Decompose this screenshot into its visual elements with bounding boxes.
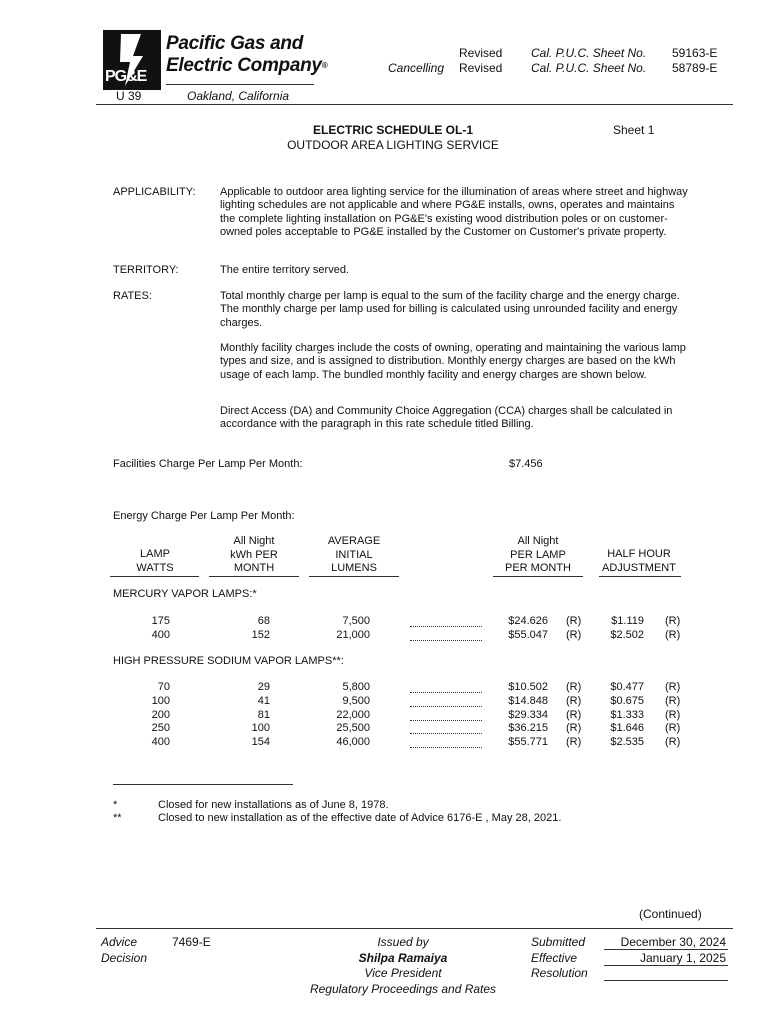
facilities-charge-value: $7.456	[509, 458, 543, 470]
decision-label: Decision	[101, 951, 148, 965]
cell-adj: $2.535	[610, 736, 644, 749]
energy-charge-label: Energy Charge Per Lamp Per Month:	[113, 510, 295, 522]
issuer-name: Shilpa Ramaiya	[358, 951, 448, 965]
mercury-label: MERCURY VAPOR LAMPS:*	[113, 588, 257, 600]
cell-a-flag: (R)	[665, 736, 681, 749]
header-lumens-1: AVERAGE	[327, 535, 381, 547]
cell-watts: 100	[151, 694, 170, 707]
logo-rule	[166, 84, 314, 85]
cell-c-flag: (R)	[566, 708, 582, 721]
hps-label: HIGH PRESSURE SODIUM VAPOR LAMPS**:	[113, 655, 344, 667]
cell-charge: $55.771	[508, 736, 548, 749]
cell-a-flag: (R)	[665, 615, 681, 627]
underline-kwh	[209, 576, 299, 577]
applicability-text: Applicable to outdoor area lighting service for the illumination of areas where street and highway lighting schedules are not applicable and where PG&E installs, owns, operates and maintains the complete lighting installation on PG&E's existing wood distribution poles or on customer-owned poles acceptable to PG&E installed by the Customer on Customer's private property.	[220, 186, 688, 239]
advice-value: 7469-E	[172, 935, 211, 949]
underline-half-hour	[599, 576, 681, 577]
header-per-lamp	[490, 535, 586, 576]
cell-lumens: 21,000	[336, 628, 370, 641]
utility-code: U 39	[116, 89, 142, 103]
cell-lumens: 7,500	[342, 615, 370, 627]
cell-watts: 175	[151, 615, 170, 627]
logo-mark: PG&E	[105, 68, 147, 85]
cell-lumens: 22,000	[336, 708, 370, 721]
dot-leader	[410, 720, 482, 721]
cell-charge: $24.626	[508, 615, 548, 627]
effective-underline	[604, 965, 728, 966]
header-lamp: LAMP	[140, 548, 170, 560]
company-line-2: Electric Company	[166, 55, 322, 76]
header-kwh	[208, 535, 300, 576]
rates-paragraph-2: Monthly facility charges include the costs of owning, operating and maintaining the various lamp types and size, and is assigned to distribution. Monthly energy charges are based on the kWh usage of each lamp. The bundled monthly facility and energy charges are shown below.	[220, 342, 686, 381]
cell-c-flag: (R)	[566, 722, 582, 735]
footer-rule	[96, 928, 733, 929]
cell-adj: $1.333	[610, 708, 644, 721]
facilities-charge-label: Facilities Charge Per Lamp Per Month:	[113, 458, 303, 470]
cancelling-label: Cancelling	[388, 61, 445, 75]
advice-label: Advice	[101, 935, 138, 949]
rates-paragraph-1: Total monthly charge per lamp is equal to the sum of the facility charge and the energy charge. The monthly charge per lamp used for billing is calculated using unrounded facility and energy charges.	[220, 290, 680, 329]
cell-lumens: 5,800	[342, 681, 370, 693]
continued-label: (Continued)	[639, 907, 702, 921]
cell-lumens: 46,000	[336, 736, 370, 749]
sheet-number-label: Sheet 1	[613, 123, 655, 137]
cell-c-flag: (R)	[566, 694, 582, 707]
resolution-underline	[604, 980, 728, 981]
submitted-label: Submitted	[531, 935, 586, 949]
sheet-label-2: Cal. P.U.C. Sheet No.	[531, 61, 647, 75]
cell-kwh: 68	[257, 615, 270, 627]
rates-paragraph-3: Direct Access (DA) and Community Choice Aggregation (CCA) charges shall be calculated in accordance with the paragraph in this rate schedule titled Billing.	[220, 405, 673, 431]
dot-leader	[410, 626, 482, 627]
registered-mark: ®	[321, 61, 328, 70]
cell-charge: $55.047	[508, 628, 548, 641]
footnote-mark-2: **	[113, 812, 122, 824]
cell-kwh: 100	[251, 722, 270, 735]
underline-per-lamp	[493, 576, 583, 577]
cell-c-flag: (R)	[566, 736, 582, 749]
revised-label: Revised	[459, 46, 503, 60]
cell-lumens: 9,500	[342, 694, 370, 707]
cell-adj: $0.477	[610, 681, 644, 693]
revised-label-2: Revised	[459, 61, 503, 75]
cell-watts: 250	[151, 722, 170, 735]
cell-a-flag: (R)	[665, 708, 681, 721]
header-half-hour-2: ADJUSTMENT	[602, 561, 676, 574]
underline-lamp	[110, 576, 199, 577]
sheet-number-1: 59163-E	[672, 46, 718, 60]
header-per-lamp-1: All Night	[517, 535, 559, 547]
header-lamp-watts	[110, 548, 200, 575]
dot-leader	[410, 733, 482, 734]
cell-kwh: 154	[251, 736, 270, 749]
sheet-label-1: Cal. P.U.C. Sheet No.	[531, 46, 647, 60]
header-kwh-2: kWh PER	[230, 548, 278, 561]
footnote-rule	[113, 784, 293, 785]
cell-watts: 70	[157, 681, 170, 693]
cell-charge: $36.215	[508, 722, 548, 735]
city: Oakland, California	[187, 89, 290, 103]
footnote-text-2: Closed to new installation as of the effective date of Advice 6176-E , May 28, 2021.	[158, 812, 562, 824]
dot-leader	[410, 706, 482, 707]
header-per-lamp-3: PER MONTH	[505, 562, 571, 574]
dot-leader	[410, 747, 482, 748]
cell-a-flag: (R)	[665, 628, 681, 641]
issuer-dept: Regulatory Proceedings and Rates	[309, 982, 497, 996]
issued-by: Issued by	[377, 935, 429, 949]
service-title: OUTDOOR AREA LIGHTING SERVICE	[287, 138, 499, 152]
company-line-1: Pacific Gas and	[166, 33, 304, 54]
header-half-hour-1: HALF HOUR	[607, 548, 671, 560]
cell-adj: $1.646	[610, 722, 644, 735]
header-lumens-2: INITIAL	[335, 548, 373, 561]
sheet-number-2: 58789-E	[672, 61, 718, 75]
submitted-underline	[604, 949, 728, 950]
cell-a-flag: (R)	[665, 694, 681, 707]
applicability-label: APPLICABILITY:	[113, 186, 196, 198]
cell-charge: $14.848	[508, 694, 548, 707]
dot-leader	[410, 692, 482, 693]
territory-label: TERRITORY:	[113, 264, 179, 276]
cell-a-flag: (R)	[665, 722, 681, 735]
company-name	[166, 33, 327, 77]
cell-a-flag: (R)	[665, 681, 681, 693]
cell-watts: 400	[151, 736, 170, 749]
cell-kwh: 41	[257, 694, 270, 707]
header-kwh-3: MONTH	[233, 562, 275, 574]
cell-charge: $29.334	[508, 708, 548, 721]
territory-text: The entire territory served.	[220, 264, 349, 276]
schedule-title: ELECTRIC SCHEDULE OL-1	[312, 123, 473, 137]
header-per-lamp-2: PER LAMP	[510, 548, 566, 561]
footnote-text-1: Closed for new installations as of June 8, 1978.	[158, 799, 389, 811]
cell-c-flag: (R)	[566, 681, 582, 693]
effective-label: Effective	[531, 951, 578, 965]
header-rule	[96, 104, 733, 105]
cell-adj: $1.119	[611, 615, 644, 627]
dot-leader	[410, 640, 482, 641]
cell-kwh: 81	[257, 708, 270, 721]
cell-charge: $10.502	[508, 681, 548, 693]
footnote-mark-1: *	[113, 799, 118, 811]
header-lumens	[308, 535, 400, 576]
header-kwh-1: All Night	[233, 535, 275, 547]
cell-kwh: 29	[257, 681, 270, 693]
effective-value: January 1, 2025	[639, 951, 726, 965]
resolution-label: Resolution	[531, 966, 588, 980]
cell-c-flag: (R)	[566, 628, 582, 641]
cell-adj: $2.502	[610, 628, 644, 641]
cell-watts: 400	[151, 628, 170, 641]
cell-lumens: 25,500	[336, 722, 370, 735]
rates-label: RATES:	[113, 290, 152, 302]
header-lumens-3: LUMENS	[331, 562, 377, 574]
header-half-hour	[596, 548, 682, 575]
cell-watts: 200	[151, 708, 170, 721]
underline-lumens	[309, 576, 399, 577]
issuer-title: Vice President	[364, 966, 442, 980]
header-watts: WATTS	[136, 561, 174, 574]
cell-c-flag: (R)	[566, 615, 582, 627]
pge-logo	[103, 30, 161, 90]
cell-kwh: 152	[251, 628, 270, 641]
submitted-value: December 30, 2024	[620, 935, 726, 949]
cell-adj: $0.675	[610, 694, 644, 707]
